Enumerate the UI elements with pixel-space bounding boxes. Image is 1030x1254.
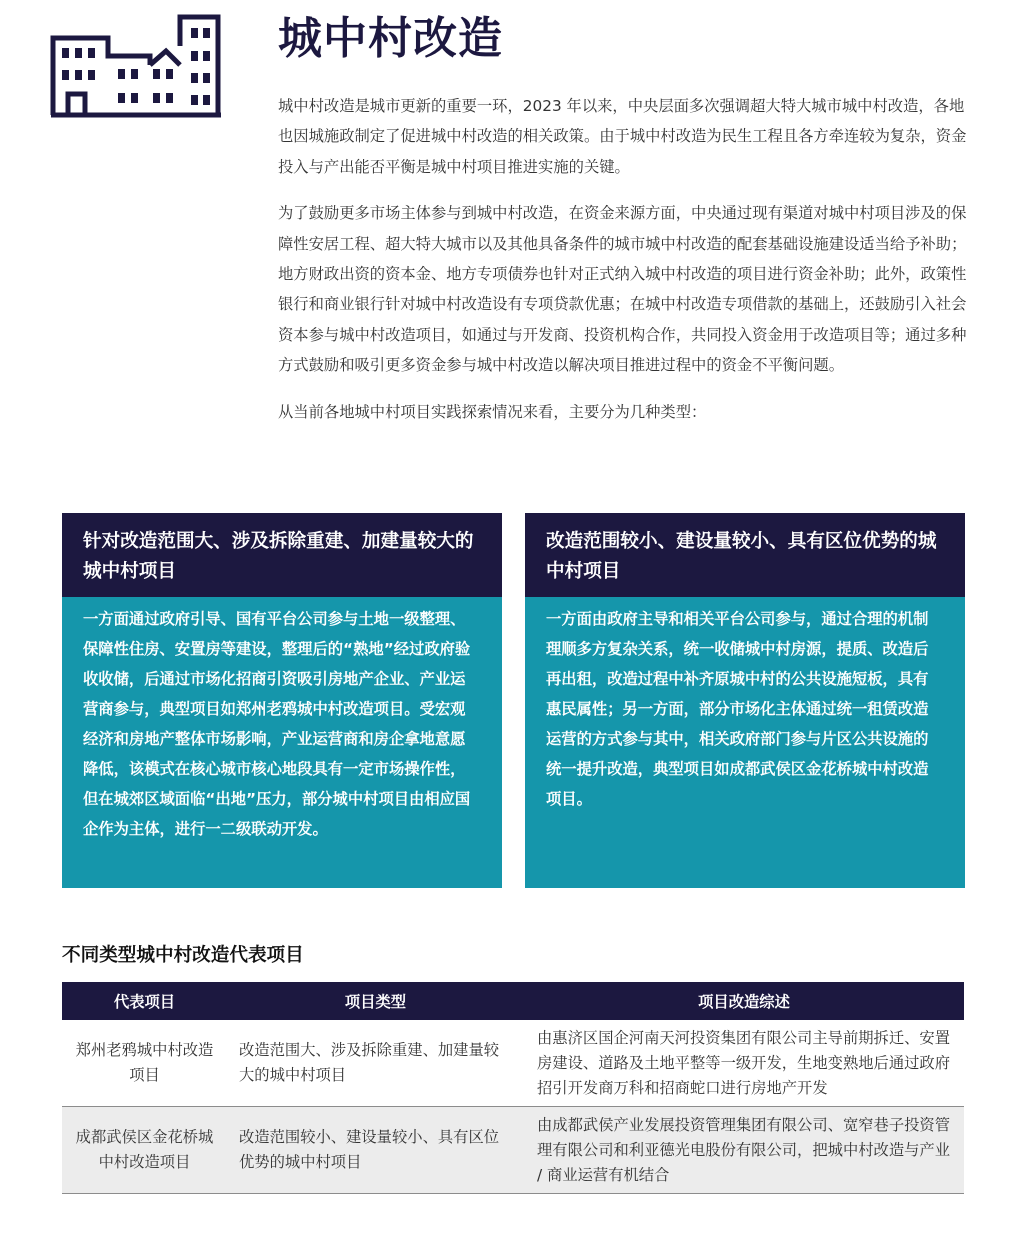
table-cell: 成都武侯区金花桥城中村改造项目: [62, 1107, 227, 1194]
table-header-row: [62, 982, 964, 1020]
project-type-card-small: [525, 513, 965, 888]
intro-paragraph: 从当前各地城中村项目实践探索情况来看，主要分为几种类型：: [278, 402, 707, 421]
card-heading: 针对改造范围大、涉及拆除重建、加建量较大的城中村项目: [62, 513, 502, 597]
table-title: 不同类型城中村改造代表项目: [62, 945, 304, 966]
card-heading: 改造范围较小、建设量较小、具有区位优势的城中村项目: [525, 513, 965, 597]
intro-paragraph: 为了鼓励更多市场主体参与到城中村改造，在资金来源方面，中央通过现有渠道对城中村项目涉及的保障性安居工程、超大特大城市以及其他具备条件的城市城中村改造的配套基础设施建设适当给予补助；地方财政出资的资本金、地方专项债券也针对正式纳入城中村改造的项目进行资金补助；此外，政策性银行和商业银行针对城中村改造设有专项贷款优惠；在城中村改造专项借款的基础上，还鼓励引入社会资本参与城中村改造项目，如通过与开发商、投资机构合作，共同投入资金用于改造项目等；通过多种方式鼓励和吸引更多资金参与城中村改造以解决项目推进过程中的资金不平衡问题。: [278, 204, 967, 375]
table-cell: 郑州老鸦城中村改造项目: [62, 1020, 227, 1107]
card-body: 一方面由政府主导和相关平台公司参与，通过合理的机制理顺多方复杂关系，统一收储城中村房源，提质、改造后再出租，改造过程中补齐原城中村的公共设施短板，具有惠民属性；另一方面，部分市场化主体通过统一租赁改造运营的方式参与其中，相关政府部门参与片区公共设施的统一提升改造，典型项目如成都武侯区金花桥城中村改造项目。: [546, 610, 929, 808]
project-type-card-large: [62, 513, 502, 888]
projects-table: [62, 982, 964, 1194]
column-header: 代表项目: [62, 982, 227, 1020]
table-cell: 改造范围大、涉及拆除重建、加建量较大的城中村项目: [227, 1020, 524, 1107]
column-header: 项目类型: [227, 982, 524, 1020]
page-title: 城中村改造: [278, 13, 503, 64]
card-body: 一方面通过政府引导、国有平台公司参与土地一级整理、保障性住房、安置房等建设，整理后的“熟地”经过政府验收收储，后通过市场化招商引资吸引房地产企业、产业运营商参与，典型项目如郑州老鸦城中村改造项目。受宏观经济和房地产整体市场影响，产业运营商和房企拿地意愿降低，该模式在核心城市核心地段具有一定市场操作性，但在城郊区域面临“出地”压力，部分城中村项目由相应国企作为主体，进行一二级联动开发。: [83, 610, 471, 838]
intro-paragraph: 城中村改造是城市更新的重要一环，2023 年以来，中央层面多次强调超大特大城市城中村改造，各地也因城施政制定了促进城中村改造的相关政策。由于城中村改造为民生工程且各方牵连较为复杂，资金投入与产出能否平衡是城中村项目推进实施的关键。: [278, 97, 967, 176]
table-cell: 由成都武侯产业发展投资管理集团有限公司、宽窄巷子投资管理有限公司和利亚德光电股份有限公司，把城中村改造与产业 / 商业运营有机结合: [524, 1107, 964, 1194]
table-cell: 由惠济区国企河南天河投资集团有限公司主导前期拆迁、安置房建设、道路及土地平整等一级开发，生地变熟地后通过政府招引开发商万科和招商蛇口进行房地产开发: [524, 1020, 964, 1107]
intro-text: [278, 91, 978, 443]
column-header: 项目改造综述: [524, 982, 964, 1020]
table-row: [62, 1020, 964, 1107]
buildings-icon: [50, 14, 224, 118]
table-cell: 改造范围较小、建设量较小、具有区位优势的城中村项目: [227, 1107, 524, 1194]
table-row: [62, 1107, 964, 1194]
